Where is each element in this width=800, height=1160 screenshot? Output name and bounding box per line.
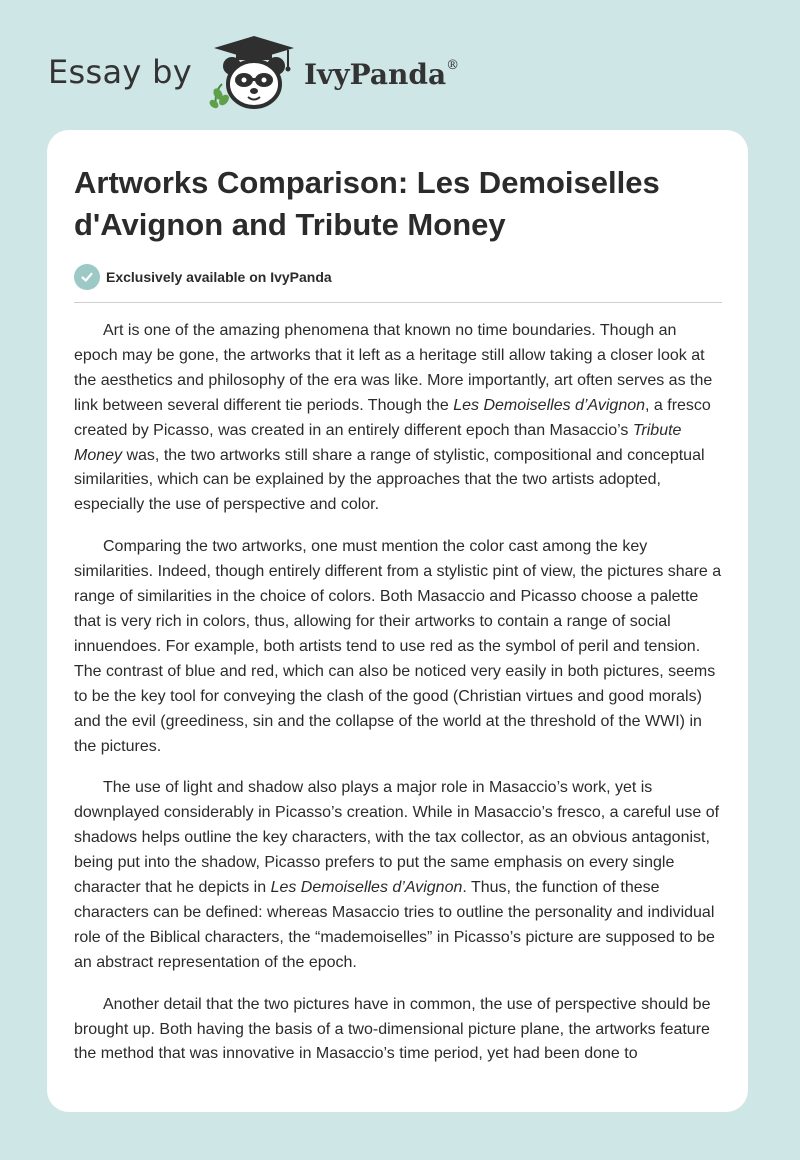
essay-card: [47, 130, 748, 1112]
essay-body: [74, 319, 722, 1084]
essay-by-label: Essay by: [48, 53, 192, 91]
brand-name[interactable]: IvyPanda®: [303, 57, 460, 91]
paragraph: Art is one of the amazing phenomena that known no time boundaries. Though an epoch may be gone, the artworks that it left as a heritage still allow taking a closer look at the aesthetics and philosophy of the era was like. More importantly, art often serves as the link between several different tie periods. Though the Les Demoiselles d’Avignon, a fresco created by Picasso, was created in an entirely different epoch than Masaccio’s Tribute Money was, the two artworks still share a range of stylistic, compositional and conceptual similarities, which can be explained by the approaches that the two artists adopted, especially the use of perspective and color.: [74, 322, 713, 514]
divider: [74, 302, 722, 303]
exclusive-label: Exclusively available on IvyPanda: [106, 269, 332, 285]
paragraph: Another detail that the two pictures have in common, the use of perspective should be brought up. Both having the basis of a two-dimensional picture plane, the artworks feature the method that was innovative in Masaccio’s time period, yet had been done to: [74, 995, 711, 1063]
page-title: Artworks Comparison: Les Demoiselles d'Avignon and Tribute Money: [74, 165, 660, 242]
paragraph: The use of light and shadow also plays a major role in Masaccio’s work, yet is downplayed considerably in Picasso’s creation. While in Masaccio’s fresco, a careful use of shadows helps outline the key characters, with the tax collector, as an obvious antagonist, being put into the shadow, Picasso prefers to put the same emphasis on every single character that he depicts in Les Demoiselles d’Avignon. Thus, the function of these characters can be defined: whereas Masaccio tries to outline the personality and individual role of the Biblical characters, the “mademoiselles” in Picasso’s picture are supposed to be an abstract representation of the epoch.: [74, 779, 720, 971]
site-header: [48, 34, 459, 110]
paragraph: Comparing the two artworks, one must mention the color cast among the key similarities. Indeed, though entirely different from a stylistic pint of view, the pictures share a range of similarities in the choice of colors. Both Masaccio and Picasso choose a palette that is very rich in colors, thus, allowing for their artworks to contain a range of social innuendoes. For example, both artists tend to use red as the symbol of peril and tension. The contrast of blue and red, which can also be noticed very easily in both pictures, seems to be the key tool for conveying the clash of the good (Christian virtues and good morals) and the evil (greediness, sin and the collapse of the world at the threshold of the WWI) in the pictures.: [74, 538, 722, 755]
check-icon: [74, 264, 100, 290]
panda-logo-icon[interactable]: [206, 34, 302, 110]
exclusive-badge: [74, 264, 332, 290]
